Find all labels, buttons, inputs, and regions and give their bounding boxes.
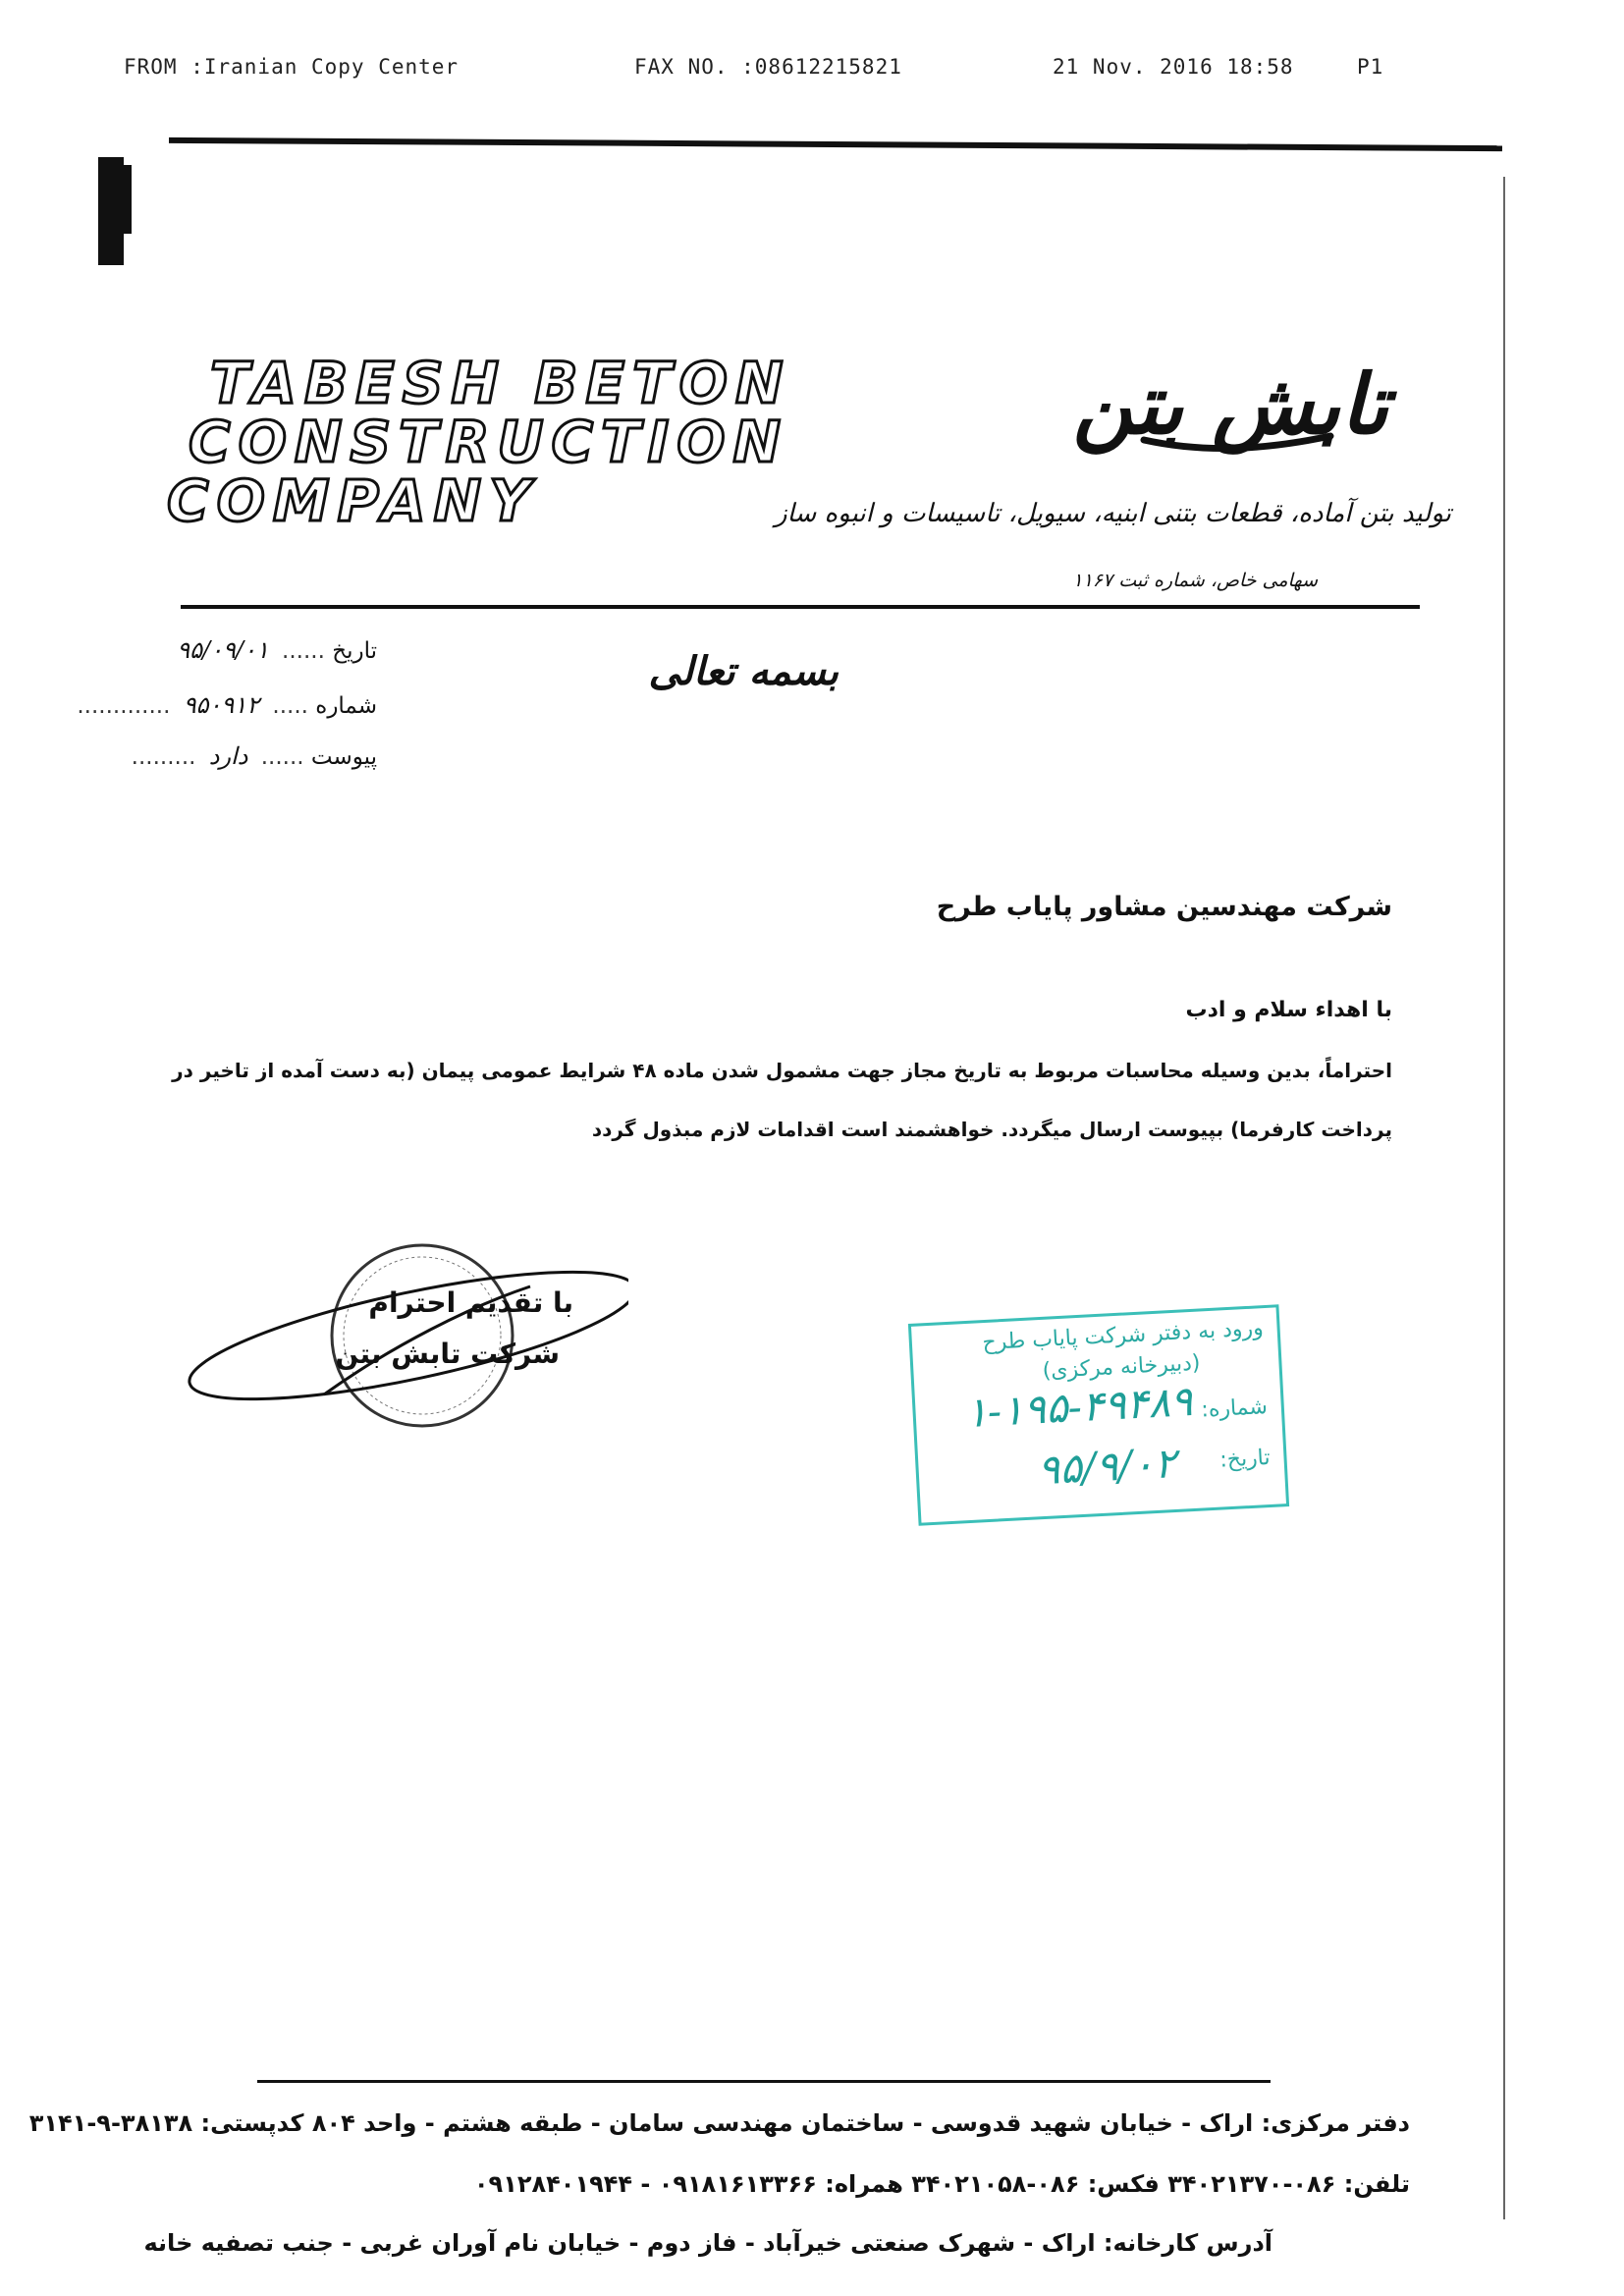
page-corner-mark	[98, 157, 124, 265]
letterhead-rule	[181, 605, 1420, 609]
meta-dots: ......	[260, 744, 304, 770]
company-logo-fa: تابش بتن	[1072, 355, 1388, 453]
logo-en-line-1: TABESH BETON	[210, 350, 791, 416]
salutation: با اهداء سلام و ادب	[1185, 998, 1392, 1022]
footer-rule	[257, 2080, 1271, 2083]
meta-number-label: شماره	[315, 693, 377, 719]
receipt-number-label: شماره:	[1200, 1394, 1269, 1423]
recipient: شرکت مهندسین مشاور پایاب طرح	[936, 892, 1392, 922]
fax-number: FAX NO. :08612215821	[634, 55, 902, 79]
page-right-edge	[1503, 177, 1505, 2219]
meta-attachment-label: پیوست	[310, 744, 377, 770]
logo-en-line-2: CONSTRUCTION	[189, 409, 789, 475]
receipt-stamp-subtitle: (دبیرخانه مرکزی)	[1042, 1350, 1202, 1384]
footer-factory-address: آدرس کارخانه: اراک - شهرک صنعتی خیرآباد - فاز دوم - خیابان نام آوران غربی - جنب تصفیه خانه	[143, 2229, 1272, 2257]
logo-en-line-3: COMPANY	[167, 467, 539, 534]
company-tagline: تولید بتن آماده، قطعات بتنی ابنیه، سیویل، تاسیسات و انبوه ساز	[775, 499, 1451, 528]
seal-line-2: شرکت تابش بتن	[335, 1338, 560, 1370]
meta-dots: .....	[272, 693, 308, 719]
meta-attachment-value: دارد	[208, 742, 248, 770]
receipt-date-label: تاریخ:	[1218, 1445, 1272, 1473]
seal-line-1: با تقدیم احترام	[368, 1286, 573, 1319]
meta-date-label: تاریخ	[332, 638, 377, 664]
receipt-stamp	[908, 1304, 1289, 1526]
meta-attachment-row	[132, 742, 377, 770]
meta-date-value: ۹۵/۰۹/۰۱	[177, 636, 269, 664]
receipt-date-value: ۹۵/۹/۰۲	[1036, 1438, 1177, 1495]
meta-dots: ......	[282, 638, 325, 664]
meta-dots: .............	[77, 693, 171, 719]
footer-office-address: دفتر مرکزی: اراک - خیابان شهید قدوسی - ساختمان مهندسی سامان - طبقه هشتم - واحد ۸۰۴ کدپستی: ۳۸۱۳۸-۹-۳۱۴۱	[28, 2109, 1410, 2137]
company-logo-en	[167, 350, 791, 534]
signature-seal	[177, 1228, 628, 1444]
fax-page-number: P1	[1357, 55, 1384, 79]
footer-phones: تلفن: ۰۸۶-۳۴۰۲۱۳۷۰ فکس: ۰۸۶-۳۴۰۲۱۰۵۸ همراه: ۰۹۱۸۱۶۱۳۳۶۶ - ۰۹۱۲۸۴۰۱۹۴۴	[473, 2170, 1410, 2198]
registration-number: سهامی خاص، شماره ثبت ۱۱۶۷	[1072, 570, 1318, 591]
seal-graphic	[177, 1228, 628, 1444]
page-corner-mark-inner	[124, 165, 132, 234]
page-top-edge	[169, 137, 1502, 151]
fax-from: FROM :Iranian Copy Center	[124, 55, 460, 79]
body-line-1: احتراماً، بدین وسیله محاسبات مربوط به تاریخ مجاز جهت مشمول شدن ماده ۴۸ شرایط عمومی پیمان (به دست آمده از تاخیر در	[172, 1059, 1392, 1082]
fax-datetime: 21 Nov. 2016 18:58	[1053, 55, 1294, 79]
meta-number-row	[77, 691, 377, 719]
meta-number-value: ۹۵۰۹۱۲	[183, 691, 260, 719]
body-line-2: پرداخت کارفرما) بپیوست ارسال میگردد. خواهشمند است اقدامات لازم مبذول گردد	[591, 1118, 1392, 1141]
receipt-number-value: ۱-۱۹۵-۴۹۴۸۹	[963, 1377, 1194, 1438]
receipt-stamp-title: ورود به دفتر شرکت پایاب طرح	[981, 1316, 1265, 1356]
meta-dots: .........	[131, 744, 196, 770]
meta-date-row	[171, 636, 377, 664]
logo-fa-swash	[1139, 428, 1335, 458]
invocation: بسمه تعالی	[648, 648, 839, 694]
